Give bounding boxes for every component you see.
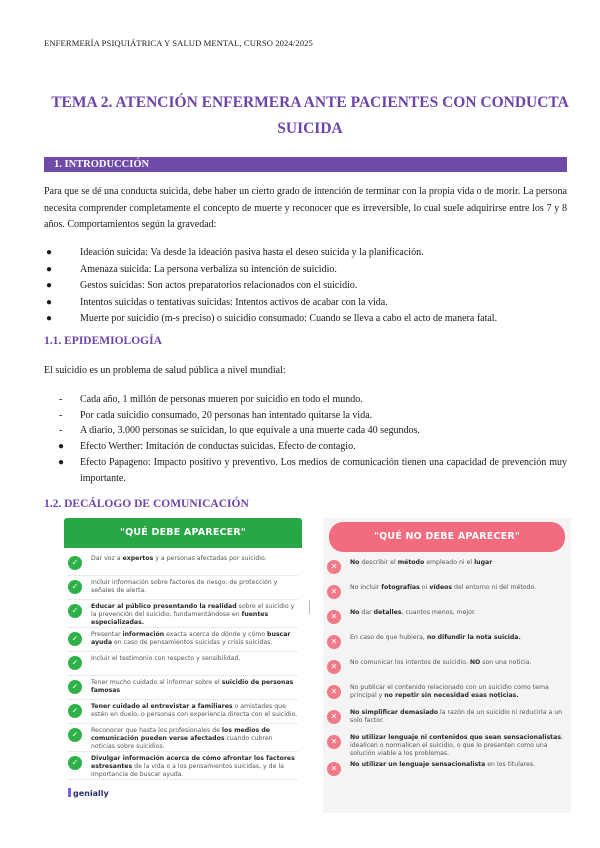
list-item-text: Tener mucho cuidado al informar sobre el suicidio de personas famosas xyxy=(91,679,294,694)
list-item-text: Intentos suicidas o tentativas suicidas: Intentos activos de acabar con la vida. xyxy=(80,296,388,308)
list-item xyxy=(44,392,567,408)
x-circle-icon: ✕ xyxy=(327,585,341,599)
list-marker: ● xyxy=(58,456,65,468)
list-item xyxy=(44,423,567,439)
section-heading-introduccion: 1. INTRODUCCIÓN xyxy=(44,157,567,172)
intro-paragraph: Para que se dé una conducta suicida, debe haber un cierto grado de intención de terminar con la propia vida o de morir. La persona necesita comprender completamente el concepto de muerte y reconocer que es irreversible, lo cual suele adquirirse entre los 7 y 8 años. Comportamientos según la gravedad: xyxy=(44,186,567,230)
list-item xyxy=(68,724,298,752)
x-circle-icon: ✕ xyxy=(327,610,341,624)
running-header: ENFERMERÍA PSIQUIÁTRICA Y SALUD MENTAL, CURSO 2024/2025 xyxy=(44,38,313,48)
x-circle-icon: ✕ xyxy=(327,685,341,699)
list-item xyxy=(68,576,298,600)
list-marker: ● xyxy=(58,441,65,453)
list-item-text: Dar voz a expertos y a personas afectadas por suicidio. xyxy=(91,555,267,562)
list-item-text: No dar detalles, cuantos menos, mejor. xyxy=(350,609,476,616)
list-item xyxy=(68,600,298,628)
list-item xyxy=(68,552,298,576)
x-circle-icon: ✕ xyxy=(327,660,341,674)
x-circle-icon: ✕ xyxy=(327,735,341,749)
genially-watermark: genially xyxy=(68,788,109,798)
check-circle-icon: ✓ xyxy=(68,556,82,570)
list-item xyxy=(327,631,567,656)
list-item xyxy=(327,681,567,706)
check-circle-icon: ✓ xyxy=(68,604,82,618)
check-circle-icon: ✓ xyxy=(68,728,82,742)
list-item-text: Muerte por suicidio (m-s preciso) o suicidio consumado: Cuando se lleva a cabo el acto de manera fatal. xyxy=(80,313,498,325)
list-item-text: No utilizar lenguaje ni contenidos que sean sensacionalistas, idealicen o normalicen el suicidio, o que lo presenten como una solución viable a los problemas. xyxy=(350,734,563,757)
check-circle-icon: ✓ xyxy=(68,756,82,770)
list-item xyxy=(327,581,567,606)
list-item-text: Efecto Papageno: Impacto positivo y preventivo. Los medios de comunicación tienen una capacidad de prevención muy importante. xyxy=(80,456,567,484)
list-item xyxy=(327,758,567,783)
list-item xyxy=(68,652,298,676)
list-item-text: Gestos suicidas: Son actos preparatorios relacionados con el suicidio. xyxy=(80,280,358,292)
should-appear-list xyxy=(64,548,302,780)
x-circle-icon: ✕ xyxy=(327,710,341,724)
divider xyxy=(309,600,310,614)
list-item xyxy=(68,752,298,780)
page-title xyxy=(40,90,580,142)
list-item xyxy=(44,295,567,312)
list-item-text: No simplificar demasiado la razón de un suicidio ni reducirla a un solo factor. xyxy=(350,709,563,724)
epidemiology-list xyxy=(44,392,567,486)
check-circle-icon: ✓ xyxy=(68,704,82,718)
list-item xyxy=(68,628,298,652)
check-circle-icon: ✓ xyxy=(68,656,82,670)
title-line-2: SUICIDA xyxy=(277,120,343,137)
list-item-text: Amenaza suicida: La persona verbaliza su intención de suicidio. xyxy=(80,263,337,275)
list-item-text: Presentar información exacta acerca de dónde y cómo buscar ayuda en caso de pensamientos suicidas y crisis suicidas. xyxy=(91,631,291,646)
list-marker: - xyxy=(59,409,63,421)
list-item-text: No utilizar un lenguaje sensacionalista en los titulares. xyxy=(350,761,536,768)
list-item xyxy=(327,556,567,581)
list-item-text: No comunicar los intentos de suicidio, NO son una noticia. xyxy=(350,659,532,666)
list-marker: ● xyxy=(45,313,53,325)
list-item xyxy=(44,311,567,328)
list-item xyxy=(68,700,298,724)
list-item xyxy=(327,706,567,731)
x-circle-icon: ✕ xyxy=(327,762,341,776)
list-item-text: En caso de que hubiera, no difundir la nota suicida. xyxy=(350,634,521,641)
subheading-decalogo: 1.2. DECÁLOGO DE COMUNICACIÓN xyxy=(44,498,249,510)
severity-list xyxy=(44,245,567,328)
list-item xyxy=(44,278,567,295)
list-marker: ● xyxy=(45,296,53,308)
should-not-appear-list xyxy=(323,552,571,783)
list-item-text: Por cada suicidio consumado, 20 personas han intentado quitarse la vida. xyxy=(80,409,373,421)
infographic-should-appear xyxy=(64,518,302,813)
check-circle-icon: ✓ xyxy=(68,680,82,694)
list-item-text: Incluir información sobre factores de riesgo, de protección y señales de alerta. xyxy=(91,579,278,594)
list-item-text: Ideación suicida: Va desde la ideación pasiva hasta el deseo suicida y la planificación. xyxy=(80,247,424,258)
list-item-text: Efecto Werther: Imitación de conductas suicidas. Efecto de contagio. xyxy=(80,441,356,453)
list-item xyxy=(44,455,567,486)
list-item xyxy=(44,245,567,262)
list-item xyxy=(327,656,567,681)
list-item-text: No incluir fotografías ni vídeos del entorno ni del método. xyxy=(350,584,537,591)
check-circle-icon: ✓ xyxy=(68,632,82,646)
title-line-1: TEMA 2. ATENCIÓN ENFERMERA ANTE PACIENTES CON CONDUCTA xyxy=(51,94,569,111)
subheading-epidemiologia: 1.1. EPIDEMIOLOGÍA xyxy=(44,335,162,347)
list-item-text: Tener cuidado al entrevistar a familiares o amistades que estén en duelo, o personas con experiencia directa con el suicidio. xyxy=(91,703,298,718)
x-circle-icon: ✕ xyxy=(327,560,341,574)
x-circle-icon: ✕ xyxy=(327,635,341,649)
list-marker: - xyxy=(59,425,63,437)
should-not-appear-title: "QUÉ NO DEBE APARECER" xyxy=(329,522,565,552)
list-marker: - xyxy=(59,394,63,405)
list-marker: ● xyxy=(45,247,53,258)
list-item-text: Divulgar información acerca de cómo afrontar los factores estresantes de la vida o a los pensamientos suicidas, y de la importancia de buscar ayuda. xyxy=(91,755,295,778)
list-item-text: No publicar el contenido relacionado con un suicidio como tema principal y no repetir sin necesidad esas noticias. xyxy=(350,684,549,699)
list-item xyxy=(327,731,567,758)
list-item-text: Incluir el testimonio con respecto y sensibilidad. xyxy=(91,655,241,662)
should-appear-title: "QUÉ DEBE APARECER" xyxy=(64,518,302,548)
list-item xyxy=(44,408,567,424)
epidemiology-paragraph: El suicidio es un problema de salud pública a nivel mundial: xyxy=(44,365,286,376)
check-circle-icon: ✓ xyxy=(68,580,82,594)
list-item xyxy=(44,439,567,455)
list-item-text: Reconocer que hasta los profesionales de los medios de comunicación pueden verse afectados cuando cubren noticias sobre suicidios. xyxy=(91,727,273,750)
list-marker: ● xyxy=(45,280,53,292)
list-item-text: Educar al público presentando la realidad sobre el suicidio y la prevención del suicidio, fundamentándose en fuentes especializadas. xyxy=(91,603,295,626)
list-item xyxy=(44,262,567,279)
list-marker: ● xyxy=(45,263,53,275)
infographic-should-not-appear xyxy=(323,518,571,813)
list-item xyxy=(327,606,567,631)
list-item-text: Cada año, 1 millón de personas mueren por suicidio en todo el mundo. xyxy=(80,394,363,405)
list-item-text: A diario, 3.000 personas se suicidan, lo que equivale a una muerte cada 40 segundos. xyxy=(80,425,420,437)
list-item xyxy=(68,676,298,700)
list-item-text: No describir el método empleado ni el lugar xyxy=(350,559,493,566)
